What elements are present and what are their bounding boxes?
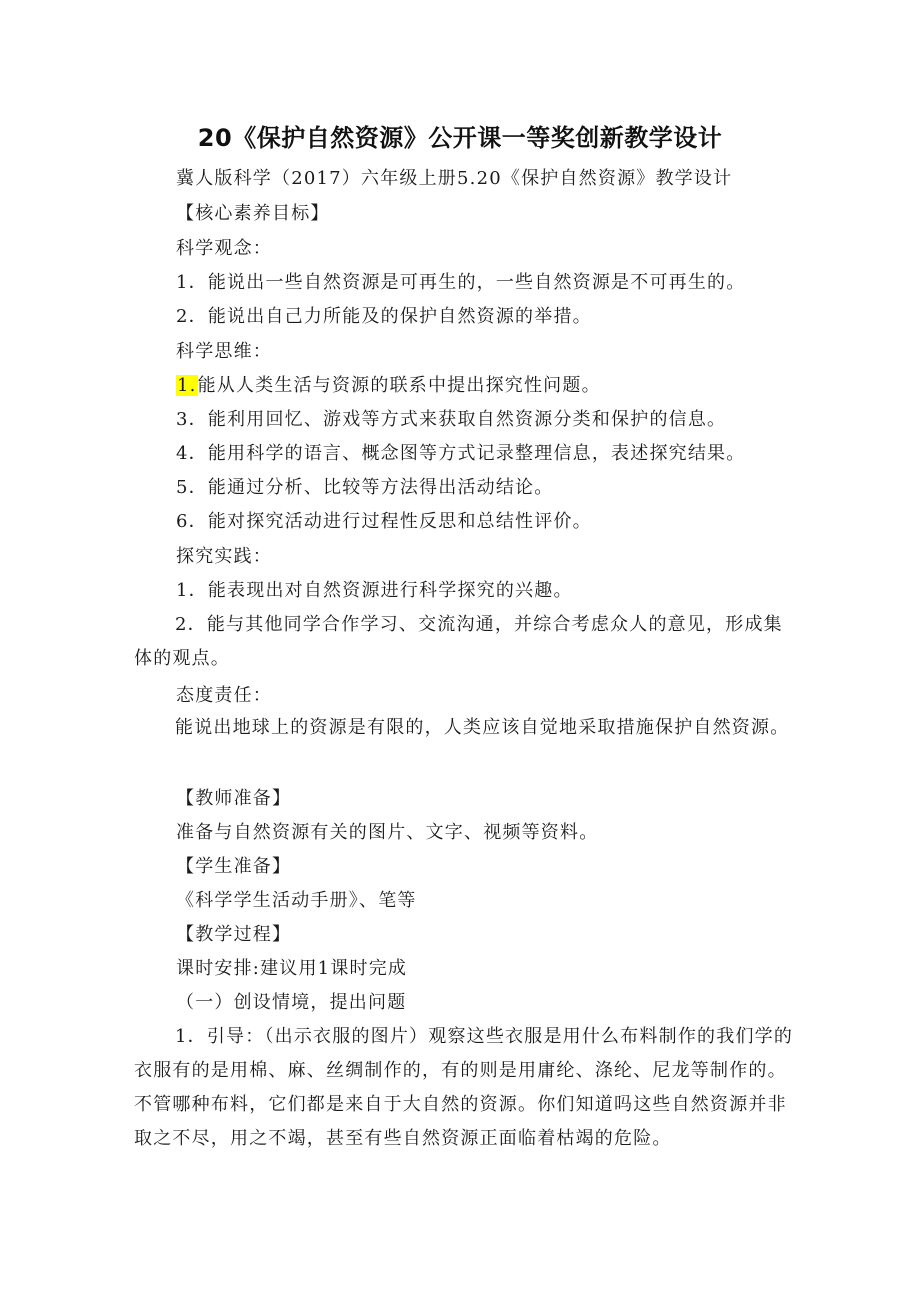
teacher-prep-heading: 【教师准备】 — [176, 788, 292, 809]
part1-text: 1．引导：（出示衣服的图片）观察这些衣服是用什么布料制作的我们学的衣服有的是用棉、麻、丝绸制作的，有的则是用庸纶、涤纶、尼龙等制作的。不管哪种布料，它们都是来自于大自然的资源。你们知道吗这些自然资源并非取之不尽，用之不竭，甚至有些自然资源正面临着枯竭的危险。 — [134, 1026, 794, 1149]
sci-thinking-heading: 科学思维： — [176, 341, 272, 362]
process-heading: 【教学过程】 — [176, 924, 292, 945]
student-prep-text: 《科学学生活动手册》、笔等 — [176, 890, 417, 911]
teacher-prep-text: 准备与自然资源有关的图片、文字、视频等资料。 — [176, 822, 599, 843]
sci-concept-heading: 科学观念： — [176, 238, 272, 259]
sci-thinking-item-text: 能从人类生活与资源的联系中提出探究性问题。 — [197, 375, 601, 396]
schedule-text: 课时安排:建议用1课时完成 — [176, 958, 408, 979]
part1-heading: （一）创设情境，提出问题 — [176, 992, 407, 1013]
document-title: 20《保护自然资源》公开课一等奖创新教学设计 — [197, 124, 723, 152]
sci-concept-item: 1．能说出一些自然资源是可再生的，一些自然资源是不可再生的。 — [176, 272, 746, 293]
sci-thinking-item: 5．能通过分析、比较等方法得出活动结论。 — [176, 477, 554, 498]
attitude-text: 能说出地球上的资源是有限的，人类应该自觉地采取措施保护自然资源。 — [175, 717, 790, 738]
practice-item-wrapped: 2．能与其他同学合作学习、交流沟通，并综合考虑众人的意见，形成集体的观点。 — [134, 614, 783, 669]
sci-thinking-item: 3．能利用回忆、游戏等方式来获取自然资源分类和保护的信息。 — [176, 409, 727, 430]
attitude-heading: 态度责任： — [176, 685, 272, 706]
section-core-goals: 【核心素养目标】 — [176, 203, 330, 224]
sci-concept-item: 2．能说出自己力所能及的保护自然资源的举措。 — [176, 306, 592, 327]
sci-thinking-item — [176, 373, 601, 399]
student-prep-heading: 【学生准备】 — [176, 856, 292, 877]
sci-thinking-item: 4．能用科学的语言、概念图等方式记录整理信息，表述探究结果。 — [176, 443, 746, 464]
practice-item: 1．能表现出对自然资源进行科学探究的兴趣。 — [176, 580, 573, 601]
sci-thinking-item: 6．能对探究活动进行过程性反思和总结性评价。 — [176, 511, 592, 532]
document-subtitle: 冀人版科学（2017）六年级上册5.20《保护自然资源》教学设计 — [176, 168, 733, 189]
practice-heading: 探究实践： — [176, 546, 272, 567]
highlighted-number: 1. — [177, 375, 197, 396]
